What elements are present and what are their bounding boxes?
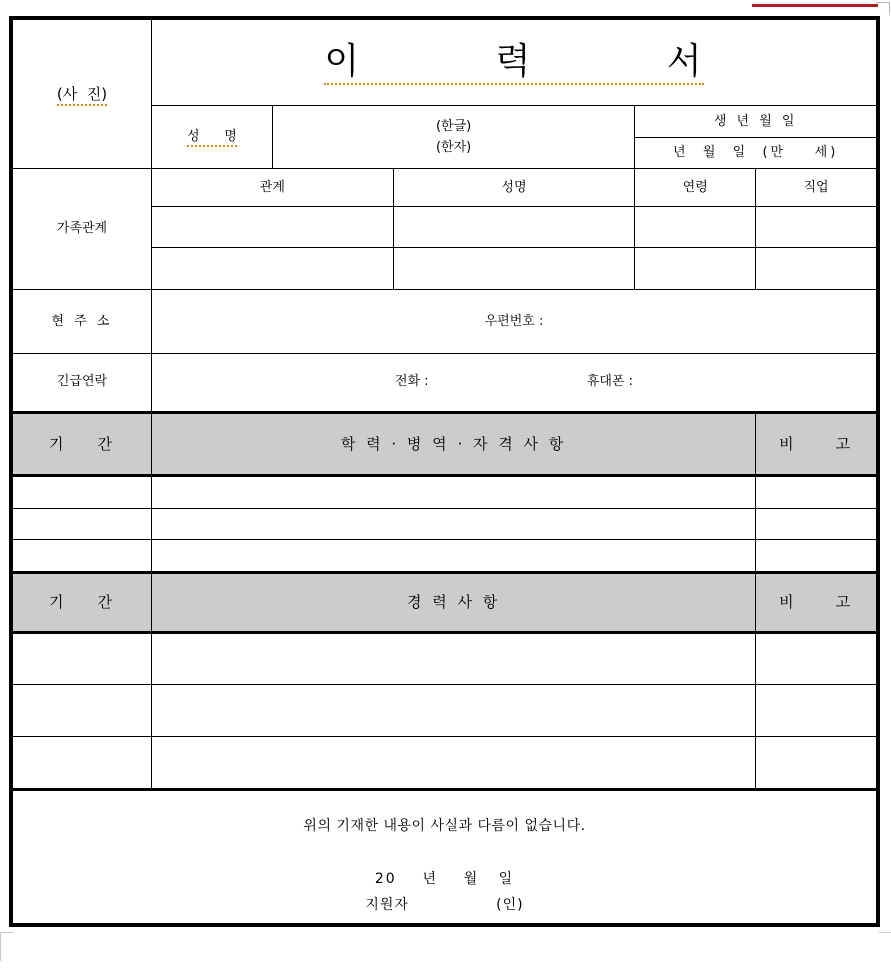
emergency-label-cell <box>13 353 152 412</box>
career-cell-note[interactable] <box>756 737 877 790</box>
family-cell-relation[interactable] <box>152 248 394 290</box>
education-cell-period[interactable] <box>13 476 152 508</box>
career-col-note-label: 비 고 <box>779 592 853 611</box>
birthdate-label: 생 년 월 일 <box>713 113 798 129</box>
title-row <box>13 20 877 106</box>
declaration-date-line[interactable]: 20 년 월 일 <box>374 870 515 887</box>
education-cell-note[interactable] <box>756 540 877 572</box>
family-cell-relation[interactable] <box>152 206 394 248</box>
family-col-relation-label: 관계 <box>259 179 285 195</box>
career-cell-period[interactable] <box>13 737 152 790</box>
declaration-text: 위의 기재한 내용이 사실과 다름이 없습니다. <box>303 818 586 835</box>
education-col-period <box>13 412 152 476</box>
family-cell-age[interactable] <box>635 206 756 248</box>
family-col-age <box>635 169 756 207</box>
resume-table <box>12 19 877 924</box>
emergency-value-cell[interactable] <box>152 353 877 412</box>
education-header-row <box>13 412 877 476</box>
career-row <box>13 685 877 737</box>
resume-form-sheet <box>9 16 880 927</box>
education-cell-period[interactable] <box>13 508 152 539</box>
name-hanja-label: (한자) <box>435 140 472 156</box>
photo-cell[interactable] <box>13 20 152 169</box>
page-title: 이 력 서 <box>324 41 703 85</box>
career-cell-period[interactable] <box>13 632 152 685</box>
family-col-relation <box>152 169 394 207</box>
education-row <box>13 476 877 508</box>
family-col-job-label: 직업 <box>803 179 829 195</box>
birthdate-value-cell[interactable] <box>635 137 877 168</box>
declaration-cell <box>13 789 877 923</box>
address-value-cell[interactable] <box>152 289 877 353</box>
education-cell-note[interactable] <box>756 476 877 508</box>
career-header-row <box>13 572 877 632</box>
family-col-name <box>393 169 635 207</box>
family-section-label-cell <box>13 169 152 290</box>
education-cell-content[interactable] <box>152 476 756 508</box>
birthdate-label-cell <box>635 106 877 137</box>
declaration-signature-line[interactable]: 지원자 (인) <box>365 897 524 914</box>
family-section-label: 가족관계 <box>56 221 108 237</box>
family-cell-name[interactable] <box>393 206 635 248</box>
career-cell-content[interactable] <box>152 632 756 685</box>
family-header-row <box>13 169 877 207</box>
education-cell-note[interactable] <box>756 508 877 539</box>
education-row <box>13 540 877 572</box>
career-col-period-label: 기 간 <box>48 592 116 611</box>
family-cell-job[interactable] <box>756 206 877 248</box>
education-row <box>13 508 877 539</box>
education-col-period-label: 기 간 <box>48 434 116 453</box>
career-col-period <box>13 572 152 632</box>
declaration-block <box>13 795 876 919</box>
career-cell-note[interactable] <box>756 685 877 737</box>
name-value-cell[interactable] <box>272 106 634 169</box>
career-cell-period[interactable] <box>13 685 152 737</box>
declaration-row <box>13 789 877 923</box>
education-cell-content[interactable] <box>152 508 756 539</box>
career-cell-content[interactable] <box>152 737 756 790</box>
career-col-title <box>152 572 756 632</box>
address-label-cell <box>13 289 152 353</box>
family-col-name-label: 성명 <box>501 179 527 195</box>
address-row <box>13 289 877 353</box>
career-col-title-label: 경 력 사 항 <box>406 592 501 611</box>
education-col-note-label: 비 고 <box>779 434 853 453</box>
education-col-title-label: 학 력 · 병 역 · 자 격 사 항 <box>340 434 567 453</box>
name-hangul-label: (한글) <box>435 118 472 134</box>
phone-label: 전화 : <box>394 374 429 390</box>
family-col-job <box>756 169 877 207</box>
red-margin-guide-line <box>752 4 878 7</box>
birthdate-value: 년 월 일 (만 세) <box>673 145 839 161</box>
family-cell-age[interactable] <box>635 248 756 290</box>
top-ruler-strip <box>0 0 891 14</box>
emergency-row <box>13 353 877 412</box>
mobile-label: 휴대폰 : <box>586 374 634 390</box>
career-row <box>13 632 877 685</box>
family-cell-name[interactable] <box>393 248 635 290</box>
education-cell-period[interactable] <box>13 540 152 572</box>
family-col-age-label: 연령 <box>682 179 708 195</box>
document-title-cell <box>152 20 877 106</box>
photo-label: (사 진) <box>57 85 107 106</box>
page-margin-mark-bottom-right <box>879 932 891 961</box>
page-margin-mark-bottom-left <box>0 932 13 961</box>
education-col-title <box>152 412 756 476</box>
career-cell-content[interactable] <box>152 685 756 737</box>
career-row <box>13 737 877 790</box>
name-label-cell <box>152 106 273 169</box>
zipcode-label: 우편번호 : <box>484 313 544 329</box>
career-col-note <box>756 572 877 632</box>
page-corner-mark-top-right <box>876 2 890 14</box>
education-cell-content[interactable] <box>152 540 756 572</box>
career-cell-note[interactable] <box>756 632 877 685</box>
address-label: 현 주 소 <box>51 313 113 329</box>
name-label: 성 명 <box>187 129 237 147</box>
family-cell-job[interactable] <box>756 248 877 290</box>
emergency-label: 긴급연락 <box>56 374 108 390</box>
education-col-note <box>756 412 877 476</box>
